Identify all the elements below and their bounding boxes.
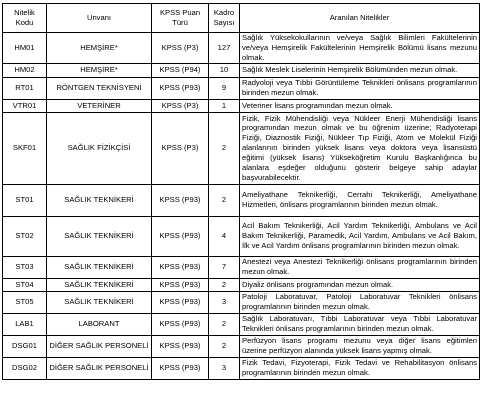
cell-title: DİĞER SAĞLIK PERSONELİ (47, 335, 152, 357)
table-row (3, 291, 480, 313)
cell-desc: Perfüzyon lisans programı mezunu veya diğer lisans eğitimleri üzerine perfüzyon alanında yüksek lisans yapmış olmak. (240, 335, 480, 357)
cell-kpss: KPSS (P93) (152, 291, 209, 313)
table-row (3, 278, 480, 291)
table-row (3, 216, 480, 256)
header-title: Unvanı (47, 4, 152, 33)
cell-code: VTR01 (3, 99, 47, 112)
cell-kpss: KPSS (P3) (152, 33, 209, 64)
cell-count: 2 (209, 112, 240, 184)
cell-kpss: KPSS (P93) (152, 184, 209, 216)
cell-code: ST05 (3, 291, 47, 313)
cell-desc: Sağlık Laboratuvarı, Tıbbi Laboratuvar veya Tıbbi Laboratuvar Teknikleri önlisans programlarının birinden mezun olmak. (240, 313, 480, 335)
table-row (3, 184, 480, 216)
positions-table (2, 3, 480, 380)
cell-count: 2 (209, 184, 240, 216)
cell-kpss: KPSS (P93) (152, 278, 209, 291)
cell-desc: Sağlık Meslek Liselerinin Hemşirelik Bölümünden mezun olmak. (240, 63, 480, 77)
cell-title: SAĞLIK TEKNİKERİ (47, 216, 152, 256)
table-body (3, 33, 480, 380)
header-row (3, 4, 480, 33)
cell-kpss: KPSS (P93) (152, 216, 209, 256)
cell-count: 9 (209, 77, 240, 99)
cell-desc: Sağlık Yüksekokullarının ve/veya Sağlık Bilimleri Fakültelerinin ve/veya Hemşirelik Fakültelerinin Hemşirelik Bölümü lisans mezunu olmak. (240, 33, 480, 64)
cell-count: 3 (209, 357, 240, 379)
cell-kpss: KPSS (P94) (152, 63, 209, 77)
cell-kpss: KPSS (P93) (152, 357, 209, 379)
cell-code: ST02 (3, 216, 47, 256)
cell-desc: Anestezi veya Anestezi Teknikerliği önlisans programlarının birinden mezun olmak. (240, 256, 480, 278)
cell-kpss: KPSS (P93) (152, 313, 209, 335)
cell-code: HM01 (3, 33, 47, 64)
cell-desc: Patoloji Laboratuvar, Patoloji Laboratuvar Teknikleri önlisans programlarının birinden mezun olmak. (240, 291, 480, 313)
cell-count: 7 (209, 256, 240, 278)
cell-title: SAĞLIK TEKNİKERİ (47, 291, 152, 313)
table-row (3, 335, 480, 357)
cell-count: 2 (209, 313, 240, 335)
cell-desc: Fizik, Fizik Mühendisliği veya Nükleer Enerji Mühendisliği lisans programından mezun olmak ve bu öğrenim üzerine; Radyoterapi Fiziği, Diaznostik Fiziği, Nükleer Tıp Fiziği, Atom ve Molekül Fiziği alanlarının birinden yüksek lisans veya doktora veya lisansüstü eğitimi (yüksek lisans) Yükseköğretim Kurulu Başkanlığınca bu alanlara eşdeğer olduğunu gösterir belgeye sahip adaylar başvurabilecektir. (240, 112, 480, 184)
cell-title: HEMŞİRE* (47, 33, 152, 64)
cell-count: 4 (209, 216, 240, 256)
cell-code: ST04 (3, 278, 47, 291)
cell-desc: Fizik Tedavi, Fizyoterapi, Fizik Tedavi ve Rehabilitasyon önlisans programlarının birinden mezun olmak. (240, 357, 480, 379)
header-count: Kadro Sayısı (209, 4, 240, 33)
cell-code: LAB1 (3, 313, 47, 335)
table-row (3, 112, 480, 184)
cell-kpss: KPSS (P93) (152, 335, 209, 357)
cell-desc: Acil Bakım Teknikerliği, Acil Yardım Teknikerliği, Ambulans ve Acil Bakım Teknikerliği, Paramedik, Acil Yardım, Ambulans ve Acil Bakım, İlk ve Acil Yardım önlisans programlarının birinden mezun olmak. (240, 216, 480, 256)
cell-count: 2 (209, 335, 240, 357)
cell-code: ST03 (3, 256, 47, 278)
cell-code: DSG01 (3, 335, 47, 357)
cell-title: SAĞLIK TEKNİKERİ (47, 278, 152, 291)
cell-desc: Ameliyathane Teknikerliği, Cerrahi Teknikerliği, Ameliyathane Hizmetleri, önlisans programlarının birinden mezun olmak. (240, 184, 480, 216)
cell-title: HEMŞİRE* (47, 63, 152, 77)
table-row (3, 313, 480, 335)
cell-desc: Veteriner lisans programından mezun olmak. (240, 99, 480, 112)
cell-title: VETERİNER (47, 99, 152, 112)
cell-kpss: KPSS (P3) (152, 112, 209, 184)
table-row (3, 99, 480, 112)
cell-title: RÖNTGEN TEKNİSYENİ (47, 77, 152, 99)
cell-desc: Diyaliz önlisans programından mezun olmak. (240, 278, 480, 291)
header-desc: Aranılan Nitelikler (240, 4, 480, 33)
header-kpss: KPSS Puan Türü (152, 4, 209, 33)
cell-code: ST01 (3, 184, 47, 216)
cell-code: DSG02 (3, 357, 47, 379)
cell-code: HM02 (3, 63, 47, 77)
cell-kpss: KPSS (P93) (152, 77, 209, 99)
cell-title: SAĞLIK FİZİKÇİSİ (47, 112, 152, 184)
header-code: Nitelik Kodu (3, 4, 47, 33)
table-row (3, 33, 480, 64)
cell-kpss: KPSS (P3) (152, 99, 209, 112)
cell-count: 10 (209, 63, 240, 77)
table-row (3, 77, 480, 99)
cell-code: SKF01 (3, 112, 47, 184)
cell-count: 127 (209, 33, 240, 64)
cell-count: 3 (209, 291, 240, 313)
cell-count: 1 (209, 99, 240, 112)
table-row (3, 63, 480, 77)
cell-kpss: KPSS (P93) (152, 256, 209, 278)
cell-desc: Radyoloji veya Tıbbi Görüntüleme Teknikleri önlisans programlarının birinden mezun olmak. (240, 77, 480, 99)
cell-count: 2 (209, 278, 240, 291)
table-row (3, 256, 480, 278)
cell-title: LABORANT (47, 313, 152, 335)
cell-title: DİĞER SAĞLIK PERSONELİ (47, 357, 152, 379)
table-row (3, 357, 480, 379)
cell-code: RT01 (3, 77, 47, 99)
cell-title: SAĞLIK TEKNİKERİ (47, 184, 152, 216)
cell-title: SAĞLIK TEKNİKERİ (47, 256, 152, 278)
